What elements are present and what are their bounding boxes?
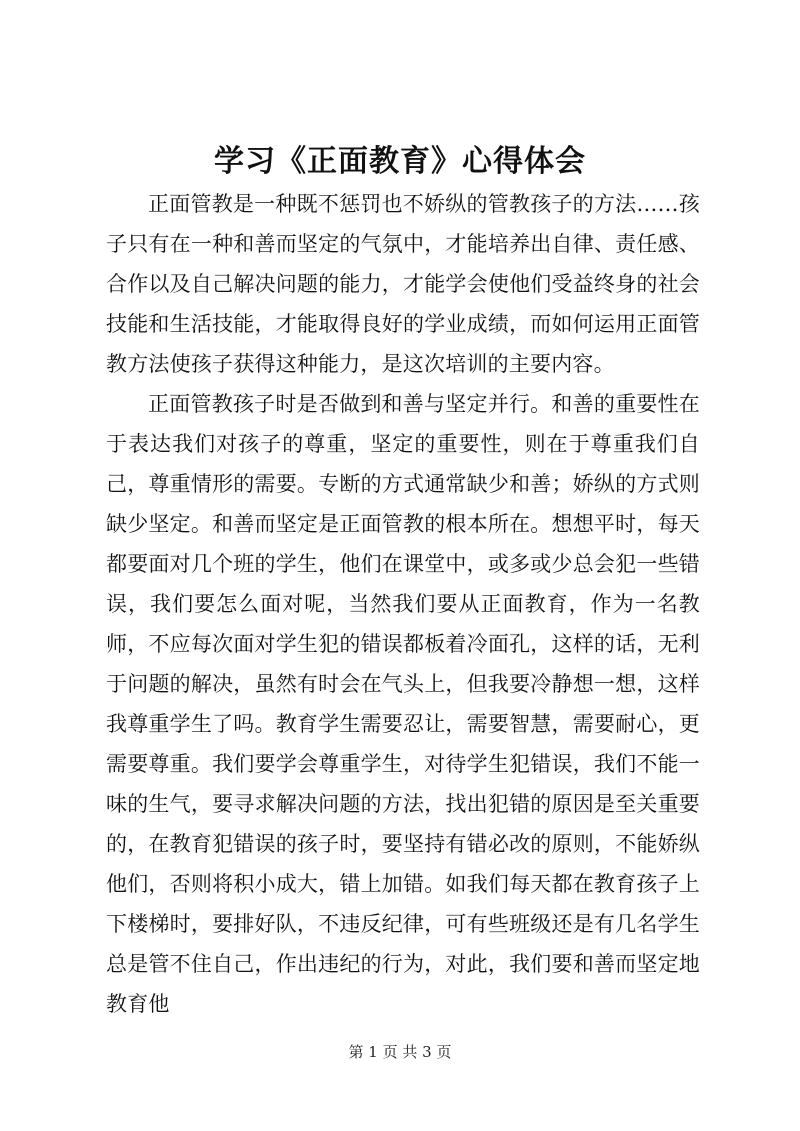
paragraph-2: 正面管教孩子时是否做到和善与坚定并行。和善的重要性在于表达我们对孩子的尊重，坚定的重要性，则在于尊重我们自己，尊重情形的需要。专断的方式通常缺少和善；娇纵的方式则缺少坚定。和善而坚定是正面管教的根本所在。想想平时，每天都要面对几个班的学生，他们在课堂中，或多或少总会犯一些错误，我们要怎么面对呢，当然我们要从正面教育，作为一名教师，不应每次面对学生犯的错误都板着冷面孔，这样的话，无利于问题的解决，虽然有时会在气头上，但我要冷静想一想，这样我尊重学生了吗。教育学生需要忍让，需要智慧，需要耐心，更需要尊重。我们要学会尊重学生，对待学生犯错误，我们不能一味的生气，要寻求解决问题的方法，找出犯错的原因是至关重要的，在教育犯错误的孩子时，要坚持有错必改的原则，不能娇纵他们，否则将积小成大，错上加错。如我们每天都在教育孩子上下楼梯时，要排好队，不违反纪律，可有些班级还是有几名学生总是管不住自己，作出违纪的行为，对此，我们要和善而坚定地教育他 bbox=[106, 392, 700, 1016]
document-body bbox=[106, 184, 700, 1024]
page-footer: 第 1 页 共 3 页 bbox=[348, 1043, 452, 1061]
paragraph-1: 正面管教是一种既不惩罚也不娇纵的管教孩子的方法……孩子只有在一种和善而坚定的气氛中，才能培养出自律、责任感、合作以及自己解决问题的能力，才能学会使他们受益终身的社会技能和生活技能，才能取得良好的学业成绩，而如何运用正面管教方法使孩子获得这种能力，是这次培训的主要内容。 bbox=[106, 192, 700, 376]
page-title: 学习《正面教育》心得体会 bbox=[214, 144, 586, 179]
